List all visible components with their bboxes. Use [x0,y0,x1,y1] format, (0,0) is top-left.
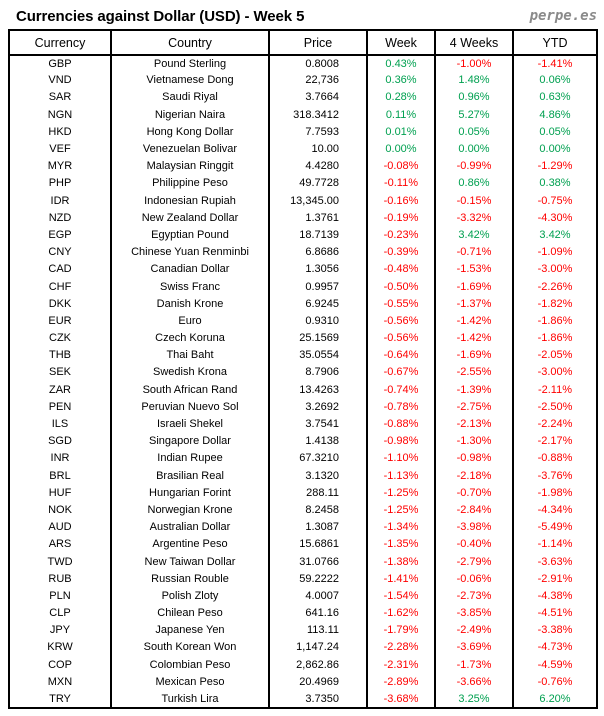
cell-country: Egyptian Pound [111,227,269,244]
cell-country: Nigerian Naira [111,107,269,124]
column-header-week: Week [367,30,435,55]
cell-ytd: -1.86% [513,313,597,330]
cell-price: 4.4280 [269,158,367,175]
cell-4-weeks: -1.53% [435,261,513,278]
cell-ytd: -3.63% [513,553,597,570]
table-row [9,55,597,72]
cell-ytd: -0.88% [513,450,597,467]
cell-currency: CLP [9,605,111,622]
table-row [9,468,597,485]
cell-4-weeks: -0.71% [435,244,513,261]
cell-price: 1,147.24 [269,639,367,656]
cell-week: -2.28% [367,639,435,656]
cell-country: South Korean Won [111,639,269,656]
cell-currency: CZK [9,330,111,347]
cell-4-weeks: -2.55% [435,364,513,381]
cell-price: 20.4969 [269,674,367,691]
cell-country: Turkish Lira [111,691,269,708]
cell-ytd: -4.38% [513,588,597,605]
cell-currency: JPY [9,622,111,639]
cell-4-weeks: 1.48% [435,72,513,89]
cell-4-weeks: 0.05% [435,124,513,141]
column-header-price: Price [269,30,367,55]
cell-4-weeks: 0.00% [435,141,513,158]
cell-country: Argentine Peso [111,536,269,553]
cell-4-weeks: -0.06% [435,571,513,588]
cell-country: Danish Krone [111,296,269,313]
table-row [9,313,597,330]
table-row [9,193,597,210]
cell-week: 0.36% [367,72,435,89]
cell-ytd: 3.42% [513,227,597,244]
table-row [9,278,597,295]
cell-4-weeks: -0.70% [435,485,513,502]
cell-week: -1.54% [367,588,435,605]
cell-country: Swedish Krona [111,364,269,381]
cell-price: 3.7541 [269,416,367,433]
cell-4-weeks: -0.40% [435,536,513,553]
cell-price: 13.4263 [269,382,367,399]
cell-week: -2.31% [367,657,435,674]
cell-week: -1.35% [367,536,435,553]
cell-currency: TWD [9,553,111,570]
cell-ytd: -0.76% [513,674,597,691]
table-header-row [9,30,597,55]
cell-4-weeks: -2.79% [435,553,513,570]
cell-country: Polish Zloty [111,588,269,605]
cell-week: -0.56% [367,313,435,330]
cell-price: 7.7593 [269,124,367,141]
cell-price: 18.7139 [269,227,367,244]
cell-price: 6.9245 [269,296,367,313]
cell-ytd: -3.38% [513,622,597,639]
cell-currency: NZD [9,210,111,227]
table-row [9,382,597,399]
cell-currency: DKK [9,296,111,313]
cell-week: -1.25% [367,485,435,502]
cell-currency: SAR [9,89,111,106]
cell-currency: EUR [9,313,111,330]
cell-country: Venezuelan Bolivar [111,141,269,158]
cell-price: 1.3087 [269,519,367,536]
cell-ytd: -2.05% [513,347,597,364]
cell-4-weeks: -3.66% [435,674,513,691]
cell-currency: ILS [9,416,111,433]
cell-country: South African Rand [111,382,269,399]
cell-week: -1.10% [367,450,435,467]
cell-currency: PLN [9,588,111,605]
cell-week: 0.43% [367,55,435,72]
cell-price: 3.2692 [269,399,367,416]
cell-week: -1.34% [367,519,435,536]
column-header-ytd: YTD [513,30,597,55]
cell-price: 641.16 [269,605,367,622]
cell-country: Russian Rouble [111,571,269,588]
cell-country: Saudi Riyal [111,89,269,106]
table-row [9,536,597,553]
cell-country: New Zealand Dollar [111,210,269,227]
table-row [9,588,597,605]
cell-country: Singapore Dollar [111,433,269,450]
cell-country: Swiss Franc [111,278,269,295]
cell-week: -0.11% [367,175,435,192]
cell-price: 15.6861 [269,536,367,553]
column-header-currency: Currency [9,30,111,55]
cell-week: -1.13% [367,468,435,485]
cell-ytd: -1.29% [513,158,597,175]
table-row [9,605,597,622]
cell-country: Japanese Yen [111,622,269,639]
cell-week: -0.67% [367,364,435,381]
cell-country: Malaysian Ringgit [111,158,269,175]
cell-4-weeks: 0.86% [435,175,513,192]
cell-4-weeks: -1.37% [435,296,513,313]
brand-logo: perpe.es [529,8,597,24]
cell-price: 113.11 [269,622,367,639]
cell-price: 35.0554 [269,347,367,364]
cell-price: 67.3210 [269,450,367,467]
cell-week: -0.50% [367,278,435,295]
cell-currency: TRY [9,691,111,708]
cell-4-weeks: -2.84% [435,502,513,519]
cell-currency: VND [9,72,111,89]
cell-ytd: -4.30% [513,210,597,227]
cell-country: Norwegian Krone [111,502,269,519]
cell-week: -0.23% [367,227,435,244]
cell-country: Mexican Peso [111,674,269,691]
table-row [9,210,597,227]
cell-4-weeks: -1.69% [435,278,513,295]
cell-4-weeks: 0.96% [435,89,513,106]
cell-4-weeks: -1.00% [435,55,513,72]
cell-4-weeks: -0.98% [435,450,513,467]
table-row [9,502,597,519]
table-row [9,450,597,467]
cell-currency: EGP [9,227,111,244]
cell-price: 13,345.00 [269,193,367,210]
cell-country: Brasilian Real [111,468,269,485]
table-row [9,364,597,381]
cell-4-weeks: -2.75% [435,399,513,416]
cell-week: -1.79% [367,622,435,639]
cell-price: 49.7728 [269,175,367,192]
column-header-4-weeks: 4 Weeks [435,30,513,55]
cell-price: 318.3412 [269,107,367,124]
cell-price: 6.8686 [269,244,367,261]
table-row [9,72,597,89]
table-row [9,347,597,364]
cell-4-weeks: -3.98% [435,519,513,536]
table-row [9,674,597,691]
cell-price: 0.9957 [269,278,367,295]
table-row [9,433,597,450]
table-row [9,141,597,158]
table-header [9,30,597,55]
cell-ytd: -5.49% [513,519,597,536]
table-row [9,416,597,433]
cell-country: Peruvian Nuevo Sol [111,399,269,416]
cell-week: -2.89% [367,674,435,691]
cell-week: -0.64% [367,347,435,364]
cell-price: 1.3056 [269,261,367,278]
table-row [9,296,597,313]
cell-week: 0.11% [367,107,435,124]
table-row [9,158,597,175]
cell-ytd: -4.34% [513,502,597,519]
table-body [9,55,597,708]
cell-week: -1.62% [367,605,435,622]
cell-ytd: -2.11% [513,382,597,399]
cell-price: 3.7350 [269,691,367,708]
cell-price: 4.0007 [269,588,367,605]
cell-4-weeks: -2.49% [435,622,513,639]
cell-currency: AUD [9,519,111,536]
cell-currency: BRL [9,468,111,485]
cell-price: 2,862.86 [269,657,367,674]
table-row [9,399,597,416]
table-row [9,657,597,674]
cell-4-weeks: 5.27% [435,107,513,124]
table-row [9,691,597,708]
cell-currency: CHF [9,278,111,295]
currency-table [8,29,598,709]
cell-ytd: -1.98% [513,485,597,502]
cell-4-weeks: 3.25% [435,691,513,708]
cell-price: 8.2458 [269,502,367,519]
cell-ytd: -2.17% [513,433,597,450]
cell-ytd: -4.73% [513,639,597,656]
cell-4-weeks: -0.99% [435,158,513,175]
cell-price: 25.1569 [269,330,367,347]
table-row [9,261,597,278]
cell-country: Philippine Peso [111,175,269,192]
cell-ytd: 0.05% [513,124,597,141]
cell-week: -3.68% [367,691,435,708]
cell-week: 0.28% [367,89,435,106]
table-row [9,330,597,347]
cell-price: 10.00 [269,141,367,158]
cell-currency: SGD [9,433,111,450]
cell-ytd: -3.76% [513,468,597,485]
cell-4-weeks: 3.42% [435,227,513,244]
cell-country: Czech Koruna [111,330,269,347]
cell-ytd: -4.59% [513,657,597,674]
cell-currency: GBP [9,55,111,72]
cell-week: -0.08% [367,158,435,175]
cell-ytd: -4.51% [513,605,597,622]
cell-ytd: -1.86% [513,330,597,347]
cell-currency: INR [9,450,111,467]
cell-week: 0.00% [367,141,435,158]
table-row [9,553,597,570]
table-row [9,175,597,192]
cell-4-weeks: -2.13% [435,416,513,433]
cell-ytd: -0.75% [513,193,597,210]
cell-week: -0.16% [367,193,435,210]
cell-ytd: -1.41% [513,55,597,72]
cell-4-weeks: -1.69% [435,347,513,364]
cell-currency: PEN [9,399,111,416]
cell-ytd: 4.86% [513,107,597,124]
table-row [9,89,597,106]
cell-4-weeks: -3.32% [435,210,513,227]
cell-4-weeks: -3.85% [435,605,513,622]
cell-currency: PHP [9,175,111,192]
cell-week: -0.19% [367,210,435,227]
table-row [9,485,597,502]
cell-country: Chinese Yuan Renminbi [111,244,269,261]
cell-price: 288.11 [269,485,367,502]
cell-country: Indian Rupee [111,450,269,467]
cell-ytd: 0.00% [513,141,597,158]
cell-country: Colombian Peso [111,657,269,674]
cell-price: 1.3761 [269,210,367,227]
cell-currency: KRW [9,639,111,656]
table-row [9,571,597,588]
cell-ytd: 0.06% [513,72,597,89]
cell-country: Vietnamese Dong [111,72,269,89]
cell-ytd: -3.00% [513,364,597,381]
cell-currency: IDR [9,193,111,210]
cell-ytd: -1.82% [513,296,597,313]
cell-week: -1.41% [367,571,435,588]
cell-currency: COP [9,657,111,674]
cell-week: -0.55% [367,296,435,313]
report-header [0,0,604,29]
cell-price: 22,736 [269,72,367,89]
cell-currency: NOK [9,502,111,519]
cell-ytd: 6.20% [513,691,597,708]
cell-country: Thai Baht [111,347,269,364]
cell-ytd: -2.50% [513,399,597,416]
cell-week: 0.01% [367,124,435,141]
cell-week: -0.74% [367,382,435,399]
cell-country: Hungarian Forint [111,485,269,502]
cell-price: 31.0766 [269,553,367,570]
table-row [9,107,597,124]
column-header-country: Country [111,30,269,55]
cell-4-weeks: -0.15% [435,193,513,210]
cell-country: Canadian Dollar [111,261,269,278]
cell-week: -0.88% [367,416,435,433]
cell-currency: HKD [9,124,111,141]
cell-country: Pound Sterling [111,55,269,72]
cell-currency: MYR [9,158,111,175]
cell-country: Australian Dollar [111,519,269,536]
cell-country: Indonesian Rupiah [111,193,269,210]
cell-price: 1.4138 [269,433,367,450]
cell-4-weeks: -1.42% [435,330,513,347]
cell-currency: RUB [9,571,111,588]
table-row [9,519,597,536]
cell-currency: MXN [9,674,111,691]
cell-currency: CAD [9,261,111,278]
cell-currency: HUF [9,485,111,502]
cell-country: Hong Kong Dollar [111,124,269,141]
table-row [9,622,597,639]
cell-ytd: -2.26% [513,278,597,295]
cell-4-weeks: -2.18% [435,468,513,485]
cell-country: Israeli Shekel [111,416,269,433]
table-row [9,124,597,141]
cell-ytd: -3.00% [513,261,597,278]
cell-ytd: -2.24% [513,416,597,433]
cell-week: -0.39% [367,244,435,261]
table-row [9,639,597,656]
cell-currency: CNY [9,244,111,261]
table-row [9,244,597,261]
cell-currency: ARS [9,536,111,553]
cell-4-weeks: -1.39% [435,382,513,399]
table-row [9,227,597,244]
cell-week: -1.25% [367,502,435,519]
cell-week: -0.98% [367,433,435,450]
cell-4-weeks: -3.69% [435,639,513,656]
cell-price: 0.8008 [269,55,367,72]
cell-price: 3.7664 [269,89,367,106]
cell-week: -0.56% [367,330,435,347]
cell-week: -0.48% [367,261,435,278]
cell-price: 59.2222 [269,571,367,588]
cell-ytd: -1.14% [513,536,597,553]
cell-week: -1.38% [367,553,435,570]
cell-4-weeks: -2.73% [435,588,513,605]
cell-country: Chilean Peso [111,605,269,622]
cell-country: New Taiwan Dollar [111,553,269,570]
cell-currency: NGN [9,107,111,124]
cell-ytd: -1.09% [513,244,597,261]
cell-ytd: 0.38% [513,175,597,192]
cell-price: 3.1320 [269,468,367,485]
cell-4-weeks: -1.30% [435,433,513,450]
cell-currency: VEF [9,141,111,158]
cell-country: Euro [111,313,269,330]
cell-4-weeks: -1.73% [435,657,513,674]
cell-price: 0.9310 [269,313,367,330]
cell-ytd: 0.63% [513,89,597,106]
cell-week: -0.78% [367,399,435,416]
cell-price: 8.7906 [269,364,367,381]
cell-currency: ZAR [9,382,111,399]
cell-4-weeks: -1.42% [435,313,513,330]
page-title: Currencies against Dollar (USD) - Week 5 [16,7,305,25]
cell-currency: THB [9,347,111,364]
cell-ytd: -2.91% [513,571,597,588]
cell-currency: SEK [9,364,111,381]
